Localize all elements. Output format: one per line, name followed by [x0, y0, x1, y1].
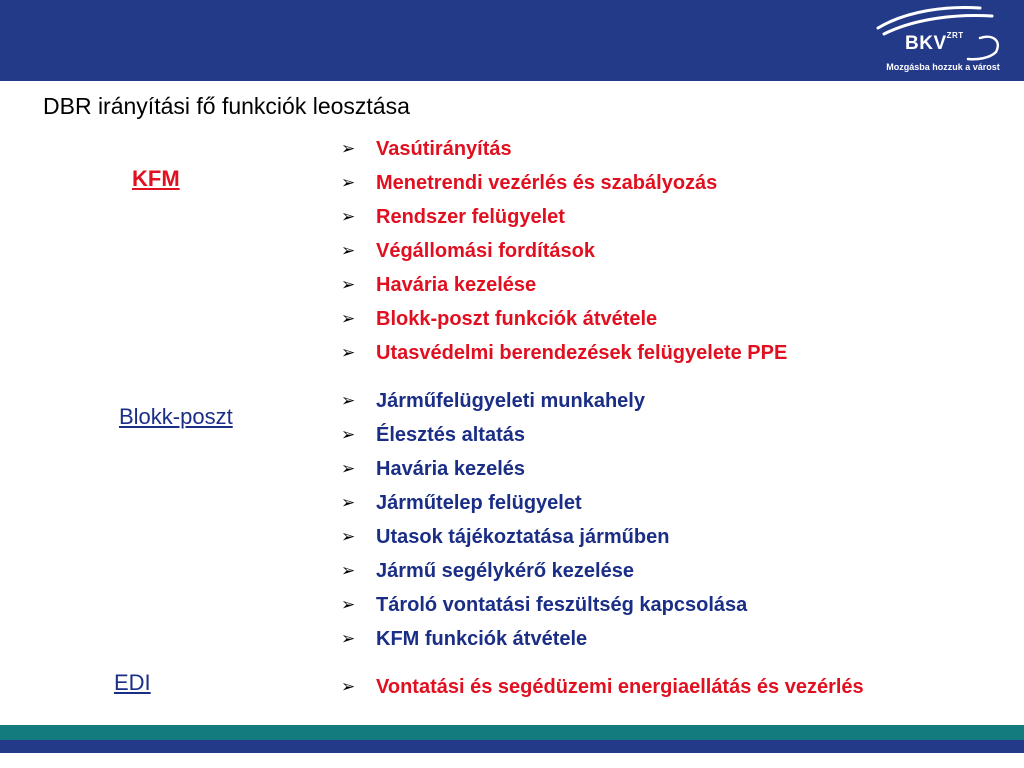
list-item [341, 268, 787, 302]
list-item-text: Utasvédelmi berendezések felügyelete PPE [376, 342, 788, 364]
arrow-bullet-icon: ➢ [341, 391, 356, 410]
arrow-bullet-icon: ➢ [341, 561, 356, 580]
list-item-text: Blokk-poszt funkciók átvétele [376, 308, 658, 330]
list-item [341, 200, 787, 234]
list-item [341, 520, 747, 554]
arrow-bullet-icon: ➢ [341, 677, 356, 696]
arrow-bullet-icon: ➢ [341, 595, 356, 614]
list-item [341, 336, 787, 370]
list-item-text: Élesztés altatás [376, 424, 525, 446]
list-item [341, 622, 747, 656]
arrow-bullet-icon: ➢ [341, 629, 356, 648]
arrow-bullet-icon: ➢ [341, 343, 356, 362]
list-item-text: Havária kezelés [376, 458, 526, 480]
logo-brand [905, 33, 964, 55]
edi-function-list [341, 670, 864, 704]
list-item-text: Utasok tájékoztatása járműben [376, 526, 670, 548]
group-label-blokk-poszt[interactable]: Blokk-poszt [119, 404, 233, 429]
list-item [341, 588, 747, 622]
bkv-logo [868, 4, 1018, 76]
arrow-bullet-icon: ➢ [341, 173, 356, 192]
list-item [341, 452, 747, 486]
slide-title: DBR irányítási fő funkciók leosztása [43, 93, 410, 119]
arrow-bullet-icon: ➢ [341, 493, 356, 512]
arrow-bullet-icon: ➢ [341, 459, 356, 478]
arrow-bullet-icon: ➢ [341, 425, 356, 444]
arrow-bullet-icon: ➢ [341, 139, 356, 158]
blokk-poszt-function-list [341, 384, 747, 656]
list-item [341, 418, 747, 452]
header-bar [0, 0, 1024, 81]
kfm-function-list [341, 132, 787, 370]
list-item-text: Járműtelep felügyelet [376, 492, 582, 514]
list-item [341, 670, 864, 704]
footer-stripe-navy [0, 740, 1024, 753]
group-label-kfm[interactable]: KFM [132, 166, 180, 191]
group-label-edi[interactable]: EDI [114, 670, 151, 695]
logo-text: BKV [905, 33, 947, 54]
list-item [341, 234, 787, 268]
list-item-text: Havária kezelése [376, 274, 537, 296]
arrow-bullet-icon: ➢ [341, 207, 356, 226]
list-item-text: KFM funkciók átvétele [376, 628, 588, 650]
list-item [341, 132, 787, 166]
arrow-bullet-icon: ➢ [341, 527, 356, 546]
list-item [341, 302, 787, 336]
arrow-bullet-icon: ➢ [341, 309, 356, 328]
list-item [341, 486, 747, 520]
arrow-bullet-icon: ➢ [341, 275, 356, 294]
list-item-text: Menetrendi vezérlés és szabályozás [376, 172, 718, 194]
list-item-text: Vasútirányítás [376, 138, 512, 160]
list-item [341, 384, 747, 418]
list-item-text: Jármű segélykérő kezelése [376, 560, 634, 582]
list-item-text: Tároló vontatási feszültség kapcsolása [376, 594, 748, 616]
logo-slogan: Mozgásba hozzuk a várost [886, 62, 1000, 72]
list-item [341, 554, 747, 588]
list-item-text: Rendszer felügyelet [376, 206, 565, 228]
list-item-text: Vontatási és segédüzemi energiaellátás és vezérlés [376, 676, 864, 698]
list-item-text: Végállomási fordítások [376, 240, 595, 262]
list-item-text: Járműfelügyeleti munkahely [376, 390, 645, 412]
list-item [341, 166, 787, 200]
arrow-bullet-icon: ➢ [341, 241, 356, 260]
footer-stripe-teal [0, 725, 1024, 740]
logo-suffix: ZRT [946, 31, 964, 40]
